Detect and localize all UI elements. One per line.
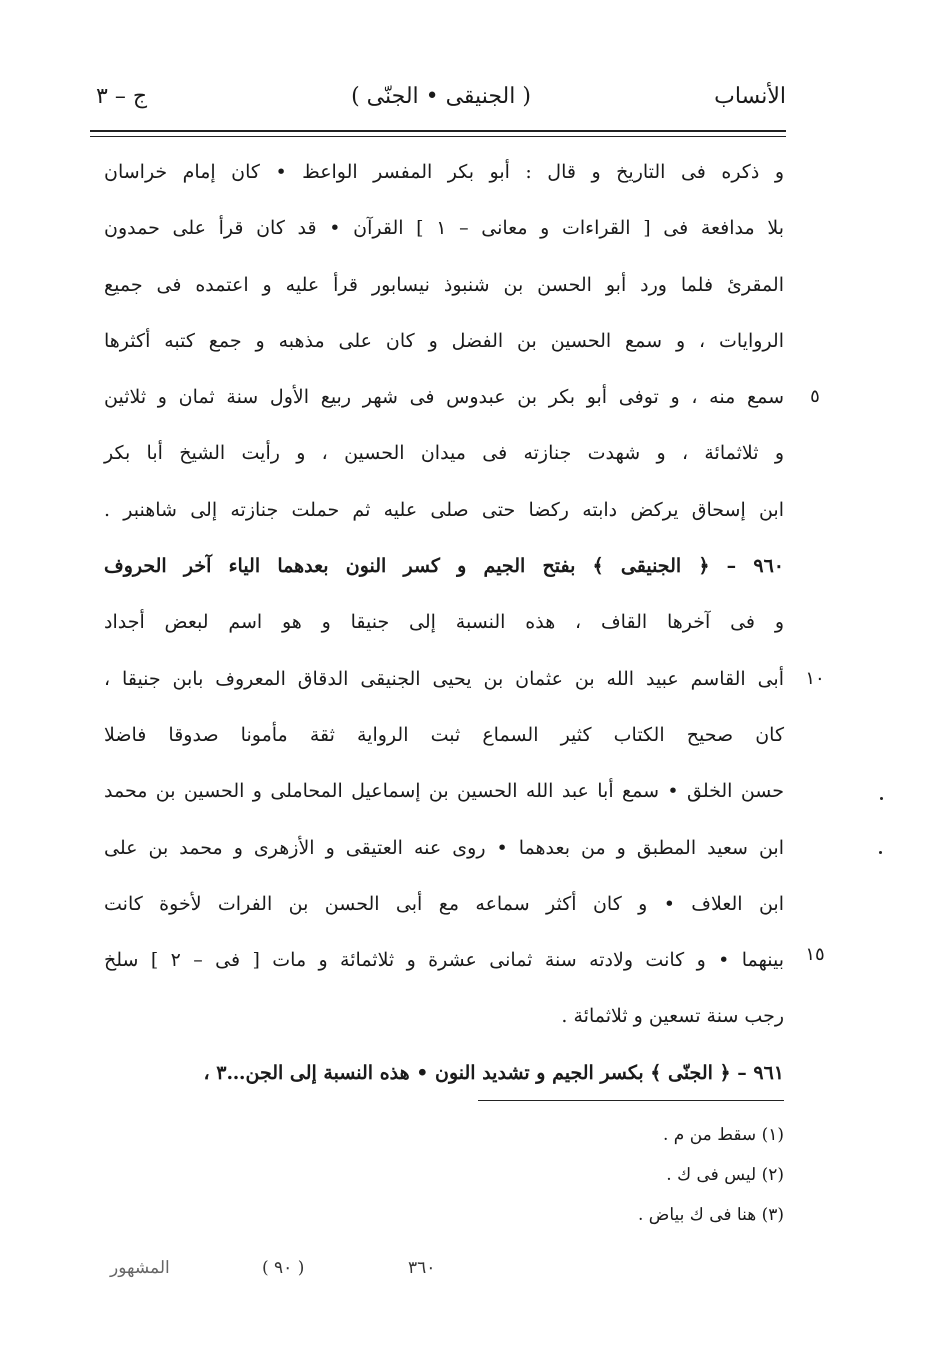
text-line: ابن سعيد المطبق و من بعدهما • روى عنه العتيقى و الأزهرى و محمد بن على [104,836,784,859]
entry-961-line: ٩٦١ – ﴿ الجنّى ﴾ بكسر الجيم و تشديد النون • هذه النسبة إلى الجن…٣ ، [203,1061,784,1084]
running-head-volume: ج – ٣ [96,84,148,109]
text-line: و فى آخرها القاف ، هذه النسبة إلى جنيقا و هو اسم لبعض أجداد [104,611,784,634]
text-line: ابن إسحاق يركض دابته ركضا حتى صلى عليه ثم حملت جنازته إلى شاهنبر . [104,498,784,521]
text-line: كان صحيح الكتاب كثير السماع ثبت الرواية ثقة مأمونا صدوقا فاضلا [104,723,784,746]
text-line: ابن العلاف • و كان أكثر سماعه مع أبى الحسن بن الفرات لأخوة كانت [104,892,784,915]
line-number-10: ١٠ [805,668,825,689]
running-head [96,84,786,124]
main-text [104,148,784,1105]
page-footer [0,1258,933,1298]
text-line: المقرئ فلما ورد أبو الحسن بن شنبوذ نيسابور قرأ عليه و اعتمده فى جميع [104,273,784,296]
text-line: سمع منه ، و توفى أبو بكر بن عبدوس فى شهر ربيع الأول سنة ثمان و ثلاثين [104,386,784,409]
running-head-entries: ( الجنيقى • الجنّى ) [351,84,531,109]
text-line: رجب سنة تسعين و ثلاثمائة . [561,1005,784,1028]
text-line: حسن الخلق • سمع أبا عبد الله الحسين بن إسماعيل المحاملى و الحسين بن محمد [104,780,784,803]
text-line: و ذكره فى التاريخ و قال : أبو بكر المفسر الواعظ • كان إمام خراسان [104,161,784,183]
footnotes [638,1115,784,1235]
signature-mark: ( ٩٠ ) [262,1258,305,1278]
footnote-rule [478,1100,784,1101]
ink-speck [879,851,882,854]
text-line: و ثلاثمائة ، و شهدت جنازته فى ميدان الحسين ، و رأيت الشيخ أبا بكر [104,442,784,465]
line-number-5: ٥ [810,386,820,407]
footnote-2: (٢) ليس فى ك . [666,1165,784,1185]
header-rule-thick [90,130,786,132]
ink-speck [880,797,883,800]
printer-mark: المشهور [110,1258,170,1278]
footnote-1: (١) سقط من م . [663,1125,784,1145]
running-head-book-title: الأنساب [714,84,786,109]
header-rule-thin [90,136,786,137]
line-number-15: ١٥ [805,944,825,965]
text-line: أبى القاسم عبيد الله بن عثمان بن يحيى الجنيقى الدقاق المعروف بابن جنيقا ، [104,667,784,690]
text-line: بينهما • و كانت ولادته سنة ثمانى عشرة و ثلاثمائة و مات [ فى – ٢ ] سلخ [104,949,785,972]
entry-960-line: ٩٦٠ – ﴿ الجنيقى ﴾ بفتح الجيم و كسر النون بعدهما الياء آخر الحروف [104,555,784,578]
footnote-3: (٣) هنا فى ك بياض . [637,1205,784,1225]
text-line: الروايات ، و سمع الحسين بن الفضل و كان على مذهبه و جمع كتبه أكثرها [104,329,784,352]
text-line: بلا مدافعة فى [ القراءات و معانى – ١ ] القرآن • قد كان قرأ على حمدون [104,217,784,240]
page-number: ٣٦٠ [408,1258,436,1278]
